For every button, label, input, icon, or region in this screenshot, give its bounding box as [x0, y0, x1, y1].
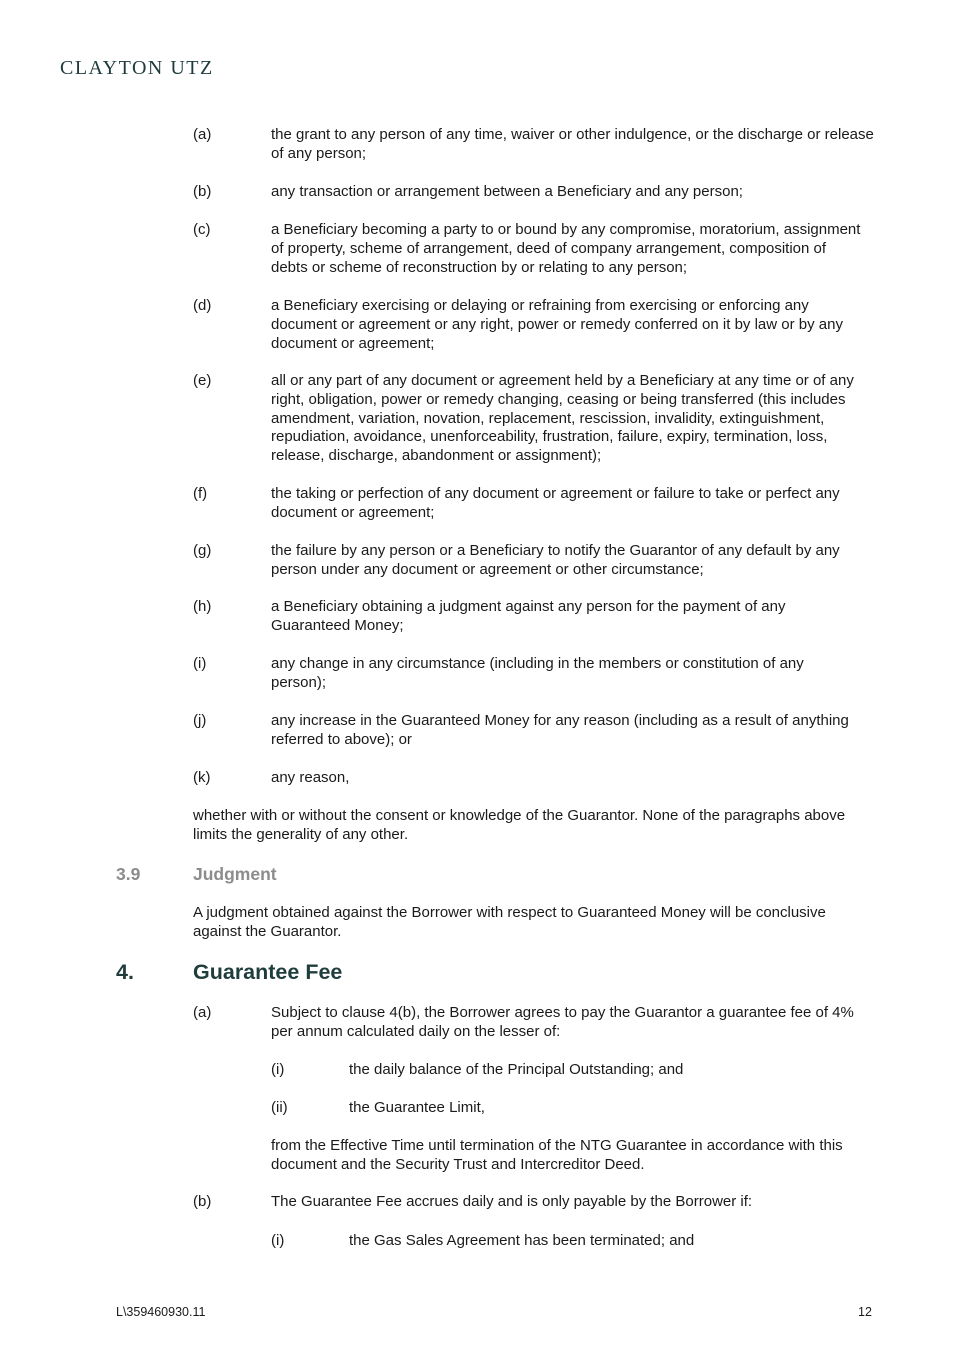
- sub-list-label: (i): [271, 1232, 285, 1249]
- list-item-text: the taking or perfection of any document or agreement or failure to take or perfect any document or agreement;: [271, 485, 840, 521]
- list-item-text: any transaction or arrangement between a Beneficiary and any person;: [271, 183, 743, 200]
- list-label: (d): [193, 297, 212, 314]
- section-4-number: 4.: [116, 960, 134, 984]
- list-label: (a): [193, 126, 212, 143]
- sub-list-text: the daily balance of the Principal Outstanding; and: [349, 1061, 684, 1078]
- sub-list-label: (i): [271, 1061, 285, 1078]
- sub-list-text: the Guarantee Limit,: [349, 1099, 485, 1116]
- sub-list-label: (ii): [271, 1099, 288, 1116]
- section-4a-text: Subject to clause 4(b), the Borrower agrees to pay the Guarantor a guarantee fee of 4% per annum calculated daily on the lesser of:: [271, 1004, 854, 1040]
- list-label: (c): [193, 221, 211, 238]
- list-item-text: a Beneficiary exercising or delaying or refraining from exercising or enforcing any document or agreement or any right, power or remedy conferred on it by law or by any document or agreement;: [271, 297, 843, 352]
- list-item-text: any increase in the Guaranteed Money for any reason (including as a result of anything referred to above); or: [271, 712, 849, 748]
- section-4-heading: Guarantee Fee: [193, 960, 343, 984]
- list-item-text: any change in any circumstance (including in the members or constitution of any person);: [271, 655, 804, 691]
- list-item-text: the failure by any person or a Beneficiary to notify the Guarantor of any default by any person under any document or agreement or other circumstance;: [271, 542, 840, 578]
- list-item-text: all or any part of any document or agreement held by a Beneficiary at any time or of any right, obligation, power or remedy changing, ceasing or being transferred (this includes amendment, variation, novation, replacement, rescission, invalidity, extinguishment, repudiation, avoidance, unenforceability, frustration, failure, expiry, termination, loss, release, discharge, abandonment or assignment);: [271, 372, 854, 465]
- list-item-text: a Beneficiary obtaining a judgment against any person for the payment of any Guaranteed Money;: [271, 598, 786, 634]
- section-3-9-body: A judgment obtained against the Borrower with respect to Guaranteed Money will be conclusive against the Guarantor.: [193, 904, 826, 940]
- list-label: (b): [193, 183, 212, 200]
- list-label: (a): [193, 1004, 212, 1021]
- list-item-text: any reason,: [271, 769, 350, 786]
- list-label: (g): [193, 542, 212, 559]
- document-reference: L\359460930.11: [116, 1305, 206, 1319]
- closing-paragraph: whether with or without the consent or knowledge of the Guarantor. None of the paragraphs above limits the generality of any other.: [193, 807, 846, 843]
- list-label: (f): [193, 485, 208, 502]
- sub-list-text: the Gas Sales Agreement has been terminated; and: [349, 1232, 695, 1249]
- section-3-9-heading: Judgment: [193, 864, 277, 884]
- clayton-utz-logo: CLAYTON UTZ: [60, 57, 214, 79]
- list-label: (e): [193, 372, 212, 389]
- list-label: (h): [193, 598, 212, 615]
- list-label: (i): [193, 655, 207, 672]
- list-item-text: the grant to any person of any time, waiver or other indulgence, or the discharge or release of any person;: [271, 126, 874, 162]
- list-label: (k): [193, 769, 211, 786]
- page-number: 12: [858, 1305, 872, 1319]
- list-label: (j): [193, 712, 207, 729]
- section-4b-text: The Guarantee Fee accrues daily and is only payable by the Borrower if:: [271, 1193, 753, 1210]
- list-item-text: a Beneficiary becoming a party to or bound by any compromise, moratorium, assignment of property, scheme of arrangement, deed of company arrangement, composition of debts or scheme of reconstruction by or relating to any person;: [271, 221, 861, 276]
- section-4a-closing: from the Effective Time until termination of the NTG Guarantee in accordance with this document and the Security Trust and Intercreditor Deed.: [271, 1137, 843, 1173]
- list-label: (b): [193, 1193, 212, 1210]
- section-3-9-number: 3.9: [116, 864, 141, 884]
